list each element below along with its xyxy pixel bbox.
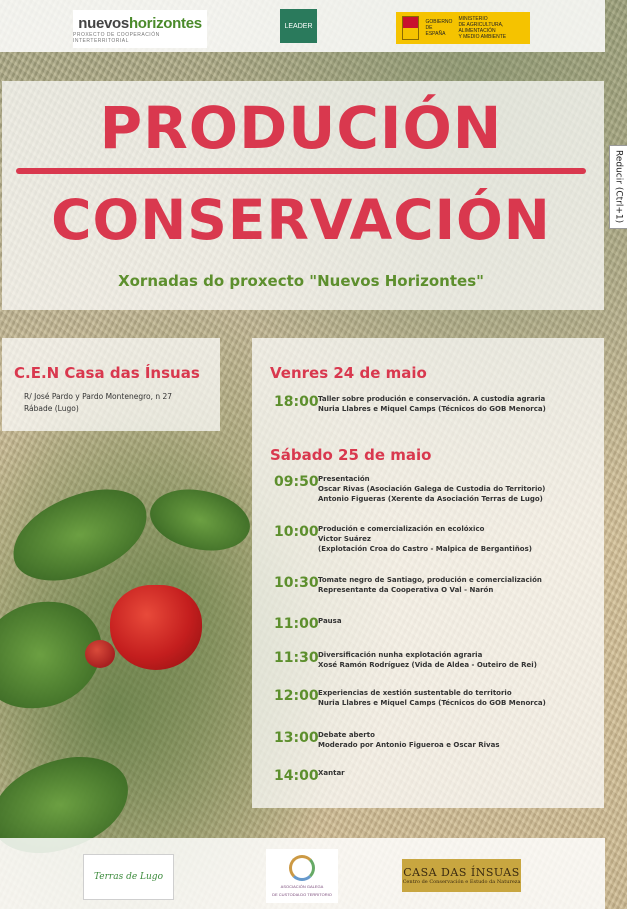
item-time: 13:00 bbox=[274, 730, 319, 746]
subtitle: Xornadas do proxecto "Nuevos Horizontes" bbox=[118, 272, 484, 290]
item-title: Diversificación nunha explotación agraria bbox=[318, 651, 483, 659]
item-detail: Oscar Rivas (Asociación Galega de Custodia do Territorio) bbox=[318, 485, 546, 493]
item-time: 11:30 bbox=[274, 650, 319, 666]
item-time: 10:30 bbox=[274, 575, 319, 591]
casa-das-insuas-logo bbox=[402, 859, 521, 892]
terras-de-lugo-logo bbox=[83, 854, 174, 900]
day-heading-saturday: Sábado 25 de maio bbox=[270, 446, 432, 464]
strawberry-image bbox=[85, 640, 115, 668]
item-title: Tomate negro de Santiago, produción e comercialización bbox=[318, 576, 542, 584]
logo-text: Terras de Lugo bbox=[94, 872, 163, 882]
logo-text: DE AGRICULTURA, ALIMENTACIÓN bbox=[458, 22, 504, 34]
strawberry-leaf-decoration bbox=[143, 475, 257, 566]
logo-subtext: PROXECTO DE COOPERACIÓN INTERTERRITORIAL bbox=[73, 31, 160, 44]
title-line-2: CONSERVACIÓN bbox=[51, 188, 551, 252]
logo-text: DE CUSTODIA DO TERRITORIO bbox=[272, 892, 332, 897]
item-detail: (Explotación Croa do Castro - Malpica de Bergantiños) bbox=[318, 545, 532, 553]
nuevos-horizontes-logo bbox=[73, 10, 207, 48]
logo-text: Y MEDIO AMBIENTE bbox=[458, 34, 507, 40]
day-heading-friday: Venres 24 de maio bbox=[270, 364, 427, 382]
logo-text: horizontes bbox=[128, 14, 202, 32]
logo-text: MINISTERIO bbox=[458, 16, 488, 22]
venue-city: Rábade (Lugo) bbox=[24, 404, 79, 413]
item-time: 11:00 bbox=[274, 616, 319, 632]
agcc-emblem-icon bbox=[289, 855, 315, 881]
item-time: 12:00 bbox=[274, 688, 319, 704]
reducir-zoom-tab[interactable] bbox=[609, 145, 627, 229]
logo-text: GOBIERNO bbox=[425, 19, 453, 25]
item-detail: Xosé Ramón Rodríguez (Vida de Aldea - Outeiro de Rei) bbox=[318, 661, 537, 669]
logo-subtext: Centro de Conservación e Estudo da Natureza bbox=[402, 879, 521, 885]
strawberry-image bbox=[110, 585, 202, 670]
venue-name: C.E.N Casa das Ínsuas bbox=[14, 364, 200, 382]
item-detail: Moderado por Antonio Figueroa e Oscar Rivas bbox=[318, 741, 500, 749]
item-title: Produción e comercialización en ecolóxico bbox=[318, 525, 485, 533]
logo-text: LEADER bbox=[284, 22, 313, 30]
logo-text: ASOCIACIÓN GALEGA bbox=[280, 884, 324, 889]
venue-address: R/ José Pardo y Pardo Montenegro, n 27 bbox=[24, 392, 173, 401]
venue-panel bbox=[2, 338, 220, 431]
leader-logo bbox=[280, 9, 317, 43]
item-title: Taller sobre produción e conservación. A custodia agraria bbox=[318, 395, 546, 403]
item-detail: Victor Suárez bbox=[318, 535, 371, 543]
item-title: Experiencias de xestión sustentable do territorio bbox=[318, 689, 512, 697]
program-panel bbox=[252, 338, 604, 808]
spain-ministry-logo bbox=[396, 12, 530, 44]
item-time: 09:50 bbox=[274, 474, 319, 490]
item-detail: Nuria Llabres e Miquel Camps (Técnicos do GOB Menorca) bbox=[318, 699, 546, 707]
item-time: 14:00 bbox=[274, 768, 319, 784]
item-detail: Nuria Llabres e Miquel Camps (Técnicos do GOB Menorca) bbox=[318, 405, 546, 413]
item-title: Xantar bbox=[318, 769, 345, 777]
strawberry-leaf-decoration bbox=[2, 478, 158, 592]
agcc-logo bbox=[266, 849, 338, 903]
coat-of-arms-icon bbox=[402, 16, 419, 40]
title-divider bbox=[16, 168, 586, 174]
item-detail: Antonio Figueras (Xerente da Asociación Terras de Lugo) bbox=[318, 495, 543, 503]
item-detail: Representante da Cooperativa O Val - Narón bbox=[318, 586, 494, 594]
logo-text: nuevos bbox=[78, 14, 129, 32]
logo-text: CASA DAS ÍNSUAS bbox=[403, 866, 520, 879]
reducir-tab-label: Reducir (Ctrl+1) bbox=[613, 150, 624, 224]
item-time: 10:00 bbox=[274, 524, 319, 540]
item-title: Pausa bbox=[318, 617, 342, 625]
item-title: Debate aberto bbox=[318, 731, 375, 739]
logo-text: DE ESPAÑA bbox=[425, 25, 446, 37]
item-time: 18:00 bbox=[274, 394, 319, 410]
title-line-1: PRODUCIÓN bbox=[99, 94, 503, 162]
item-title: Presentación bbox=[318, 475, 370, 483]
